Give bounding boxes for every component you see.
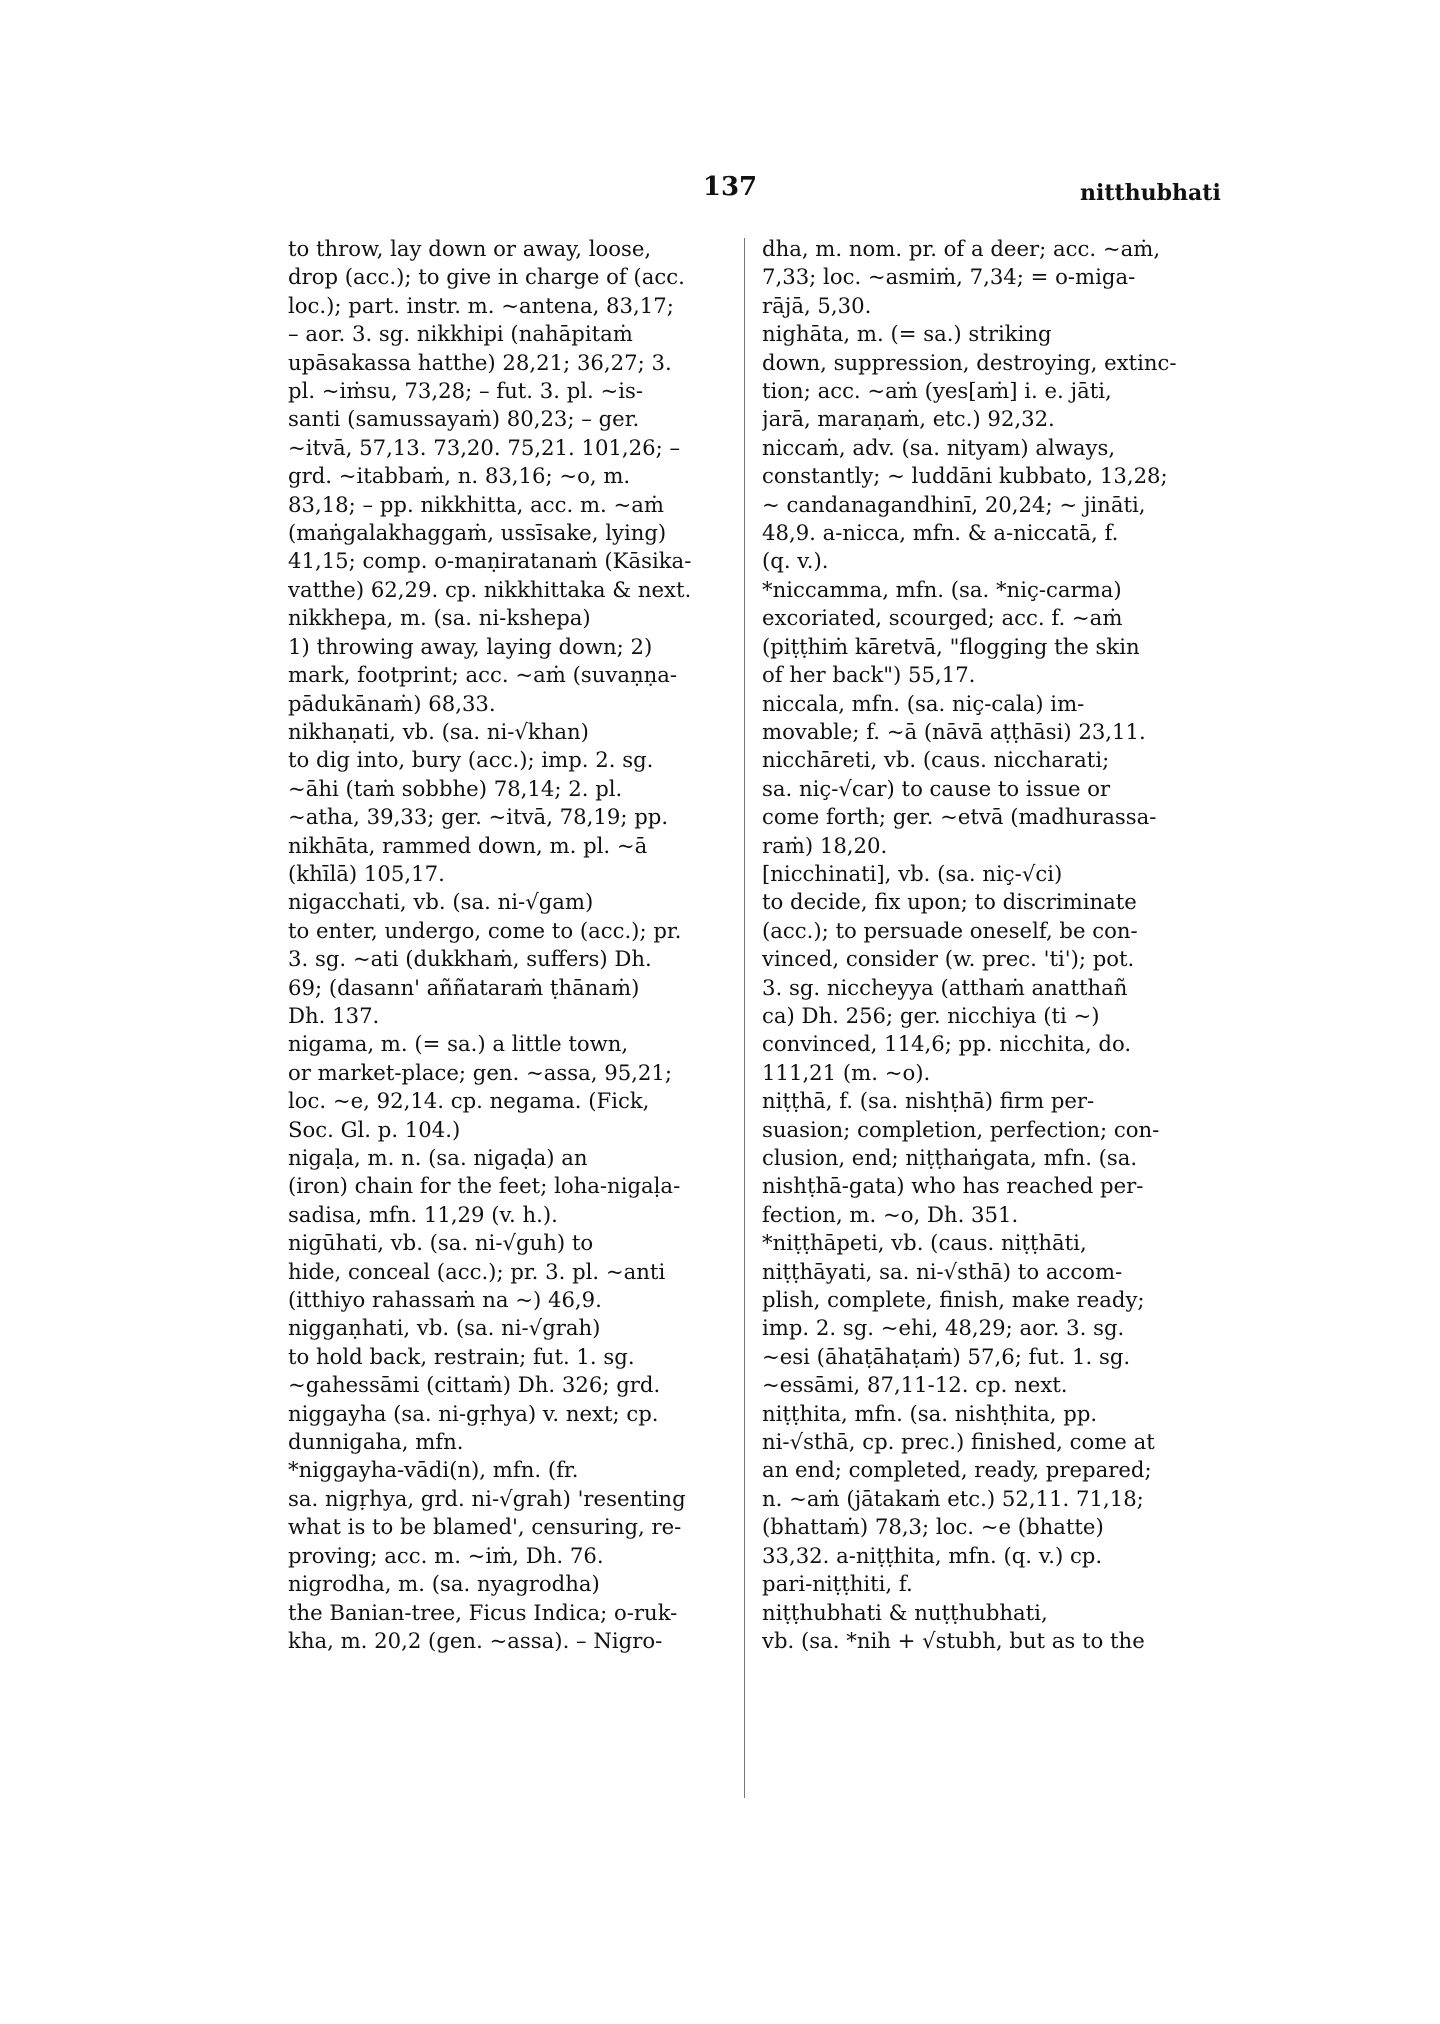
dictionary-line: ~ candanagandhinī, 20,24; ~ jināti, [762, 491, 1146, 517]
dictionary-line: an end; completed, ready, prepared; [762, 1457, 1152, 1483]
dictionary-line: sa. nigṛhya, grd. ni-√grah) 'resenting [288, 1485, 686, 1511]
dictionary-line: sa. niç-√car) to cause to issue or [762, 775, 1111, 801]
dictionary-line: loc. ~e, 92,14. cp. negama. (Fick, [288, 1088, 650, 1114]
dictionary-line: 33,32. a-niṭṭhita, mfn. (q. v.) cp. [762, 1542, 1103, 1568]
dictionary-line: ~itvā, 57,13. 73,20. 75,21. 101,26; – [288, 434, 681, 460]
dictionary-line: niccala, mfn. (sa. niç-cala) im- [762, 690, 1085, 716]
dictionary-line: dha, m. nom. pr. of a deer; acc. ~aṁ, [762, 236, 1161, 261]
dictionary-line: – aor. 3. sg. nikkhipi (nahāpitaṁ [288, 321, 633, 347]
dictionary-line: pl. ~iṁsu, 73,28; – fut. 3. pl. ~is- [288, 378, 644, 404]
dictionary-line: ~gahessāmi (cittaṁ) Dh. 326; grd. [288, 1372, 661, 1398]
dictionary-line: sadisa, mfn. 11,29 (v. h.). [288, 1201, 558, 1227]
dictionary-line: niṭṭhāyati, sa. ni-√sthā) to accom- [762, 1258, 1123, 1284]
dictionary-line: (khīlā) 105,17. [288, 860, 445, 886]
dictionary-line: nikhaṇati, vb. (sa. ni-√khan) [288, 718, 589, 744]
dictionary-line: ~esi (āhaṭāhaṭaṁ) 57,6; fut. 1. sg. [762, 1343, 1131, 1369]
dictionary-line: convinced, 114,6; pp. nicchita, do. [762, 1031, 1132, 1057]
dictionary-line: jarā, maraṇaṁ, etc.) 92,32. [762, 406, 1055, 432]
dictionary-line: upāsakassa hatthe) 28,21; 36,27; 3. [288, 349, 672, 375]
dictionary-line: *niggayha-vādi(n), mfn. (fr. [288, 1457, 579, 1483]
dictionary-line: nigaḷa, m. n. (sa. nigaḍa) an [288, 1145, 588, 1170]
dictionary-line: (acc.); to persuade oneself, be con- [762, 917, 1138, 943]
dictionary-line: (iron) chain for the feet; loha-nigaḷa- [288, 1173, 681, 1199]
dictionary-line: loc.); part. instr. m. ~antena, 83,17; [288, 292, 674, 318]
dictionary-line: Soc. Gl. p. 104.) [288, 1116, 461, 1142]
dictionary-line: to throw, lay down or away, loose, [288, 236, 652, 261]
dictionary-line: niccaṁ, adv. (sa. nityam) always, [762, 434, 1116, 460]
dictionary-line: nigacchati, vb. (sa. ni-√gam) [288, 889, 594, 915]
dictionary-line: or market-place; gen. ~assa, 95,21; [288, 1059, 673, 1085]
running-head: nitthubhati [1080, 180, 1221, 206]
dictionary-line: niṭṭhubhati & nuṭṭhubhati, [762, 1599, 1048, 1625]
right-column [762, 235, 1216, 1655]
dictionary-line: fection, m. ~o, Dh. 351. [762, 1201, 1019, 1227]
dictionary-line: niṭṭhita, mfn. (sa. nishṭhita, pp. [762, 1400, 1098, 1426]
dictionary-line: nicchāreti, vb. (caus. niccharati; [762, 747, 1110, 773]
dictionary-line: Dh. 137. [288, 1002, 380, 1028]
dictionary-line: niṭṭhā, f. (sa. nishṭhā) firm per- [762, 1088, 1095, 1114]
dictionary-line: nishṭhā-gata) who has reached per- [762, 1173, 1144, 1199]
dictionary-line: tion; acc. ~aṁ (yes[aṁ] i. e. jāti, [762, 378, 1112, 404]
column-divider [744, 238, 745, 1798]
dictionary-line: 69; (dasann' aññataraṁ ṭhānaṁ) [288, 974, 640, 1000]
dictionary-line: mark, footprint; acc. ~aṁ (suvaṇṇa- [288, 662, 678, 688]
dictionary-line: 111,21 (m. ~o). [762, 1059, 931, 1085]
dictionary-line: of her back") 55,17. [762, 662, 976, 688]
dictionary-line: movable; f. ~ā (nāvā aṭṭhāsi) 23,11. [762, 718, 1146, 744]
dictionary-line: come forth; ger. ~etvā (madhurassa- [762, 804, 1157, 830]
dictionary-line: kha, m. 20,2 (gen. ~assa). – Nigro- [288, 1627, 663, 1653]
dictionary-line: nigūhati, vb. (sa. ni-√guh) to [288, 1230, 594, 1256]
dictionary-line: niggayha (sa. ni-gṛhya) v. next; cp. [288, 1400, 659, 1426]
dictionary-line: nikkhepa, m. (sa. ni-kshepa) [288, 605, 591, 631]
dictionary-line: raṁ) 18,20. [762, 832, 888, 858]
dictionary-line: to decide, fix upon; to discriminate [762, 889, 1137, 915]
dictionary-line: (piṭṭhiṁ kāretvā, "flogging the skin [762, 633, 1140, 659]
dictionary-line: suasion; completion, perfection; con- [762, 1116, 1160, 1142]
dictionary-line: (bhattaṁ) 78,3; loc. ~e (bhatte) [762, 1514, 1104, 1540]
left-column [288, 235, 726, 1655]
dictionary-line: rājā, 5,30. [762, 292, 872, 318]
dictionary-line: to hold back, restrain; fut. 1. sg. [288, 1343, 635, 1369]
dictionary-line: vatthe) 62,29. cp. nikkhittaka & next. [288, 576, 692, 602]
dictionary-line: hide, conceal (acc.); pr. 3. pl. ~anti [288, 1258, 666, 1284]
dictionary-line: n. ~aṁ (jātakaṁ etc.) 52,11. 71,18; [762, 1485, 1144, 1511]
dictionary-line: vinced, consider (w. prec. 'ti'); pot. [762, 946, 1135, 972]
dictionary-line: santi (samussayaṁ) 80,23; – ger. [288, 406, 640, 432]
dictionary-line: 41,15; comp. o-maṇiratanaṁ (Kāsika- [288, 548, 692, 574]
dictionary-line: ~essāmi, 87,11-12. cp. next. [762, 1372, 1068, 1398]
dictionary-line: 3. sg. ~ati (dukkhaṁ, suffers) Dh. [288, 946, 652, 972]
dictionary-line: pādukānaṁ) 68,33. [288, 690, 496, 716]
dictionary-line: niggaṇhati, vb. (sa. ni-√grah) [288, 1315, 601, 1341]
dictionary-line: pari-niṭṭhiti, f. [762, 1571, 913, 1597]
dictionary-line: ~āhi (taṁ sobbhe) 78,14; 2. pl. [288, 775, 623, 801]
dictionary-line: nigama, m. (= sa.) a little town, [288, 1031, 629, 1057]
dictionary-line: (q. v.). [762, 548, 829, 574]
dictionary-line: what is to be blamed', censuring, re- [288, 1514, 682, 1540]
dictionary-line: (maṅgalakhaggaṁ, ussīsake, lying) [288, 520, 667, 546]
dictionary-line: dunnigaha, mfn. [288, 1429, 464, 1455]
dictionary-line: to enter, undergo, come to (acc.); pr. [288, 917, 682, 943]
dictionary-line: clusion, end; niṭṭhaṅgata, mfn. (sa. [762, 1145, 1138, 1170]
dictionary-line: 48,9. a-nicca, mfn. & a-niccatā, f. [762, 520, 1119, 546]
dictionary-line: 1) throwing away, laying down; 2) [288, 633, 653, 659]
dictionary-line: proving; acc. m. ~iṁ, Dh. 76. [288, 1542, 604, 1568]
dictionary-line: nighāta, m. (= sa.) striking [762, 321, 1052, 347]
dictionary-line: [nicchinati], vb. (sa. niç-√ci) [762, 860, 1063, 886]
dictionary-line: 3. sg. niccheyya (atthaṁ anatthañ [762, 974, 1128, 1000]
dictionary-line: vb. (sa. *nih + √stubh, but as to the [762, 1627, 1145, 1653]
dictionary-line: nikhāta, rammed down, m. pl. ~ā [288, 832, 648, 858]
dictionary-line: ca) Dh. 256; ger. nicchiya (ti ~) [762, 1002, 1100, 1028]
dictionary-line: to dig into, bury (acc.); imp. 2. sg. [288, 747, 654, 773]
dictionary-line: imp. 2. sg. ~ehi, 48,29; aor. 3. sg. [762, 1315, 1125, 1341]
dictionary-line: excoriated, scourged; acc. f. ~aṁ [762, 605, 1123, 631]
dictionary-line: 7,33; loc. ~asmiṁ, 7,34; = o-miga- [762, 264, 1136, 290]
dictionary-line: plish, complete, finish, make ready; [762, 1287, 1145, 1313]
dictionary-line: *niṭṭhāpeti, vb. (caus. niṭṭhāti, [762, 1230, 1087, 1256]
page-number: 137 [702, 172, 758, 202]
dictionary-line: the Banian-tree, Ficus Indica; o-ruk- [288, 1599, 678, 1625]
dictionary-line: (itthiyo rahassaṁ na ~) 46,9. [288, 1287, 602, 1313]
dictionary-line: ni-√sthā, cp. prec.) finished, come at [762, 1429, 1155, 1455]
dictionary-line: *niccamma, mfn. (sa. *niç-carma) [762, 576, 1122, 602]
dictionary-line: constantly; ~ luddāni kubbato, 13,28; [762, 463, 1168, 489]
dictionary-line: nigrodha, m. (sa. nyagrodha) [288, 1571, 600, 1597]
dictionary-line: grd. ~itabbaṁ, n. 83,16; ~o, m. [288, 463, 631, 489]
dictionary-line: ~atha, 39,33; ger. ~itvā, 78,19; pp. [288, 804, 669, 830]
dictionary-line: down, suppression, destroying, extinc- [762, 349, 1177, 375]
dictionary-line: 83,18; – pp. nikkhitta, acc. m. ~aṁ [288, 491, 664, 517]
dictionary-line: drop (acc.); to give in charge of (acc. [288, 264, 685, 290]
